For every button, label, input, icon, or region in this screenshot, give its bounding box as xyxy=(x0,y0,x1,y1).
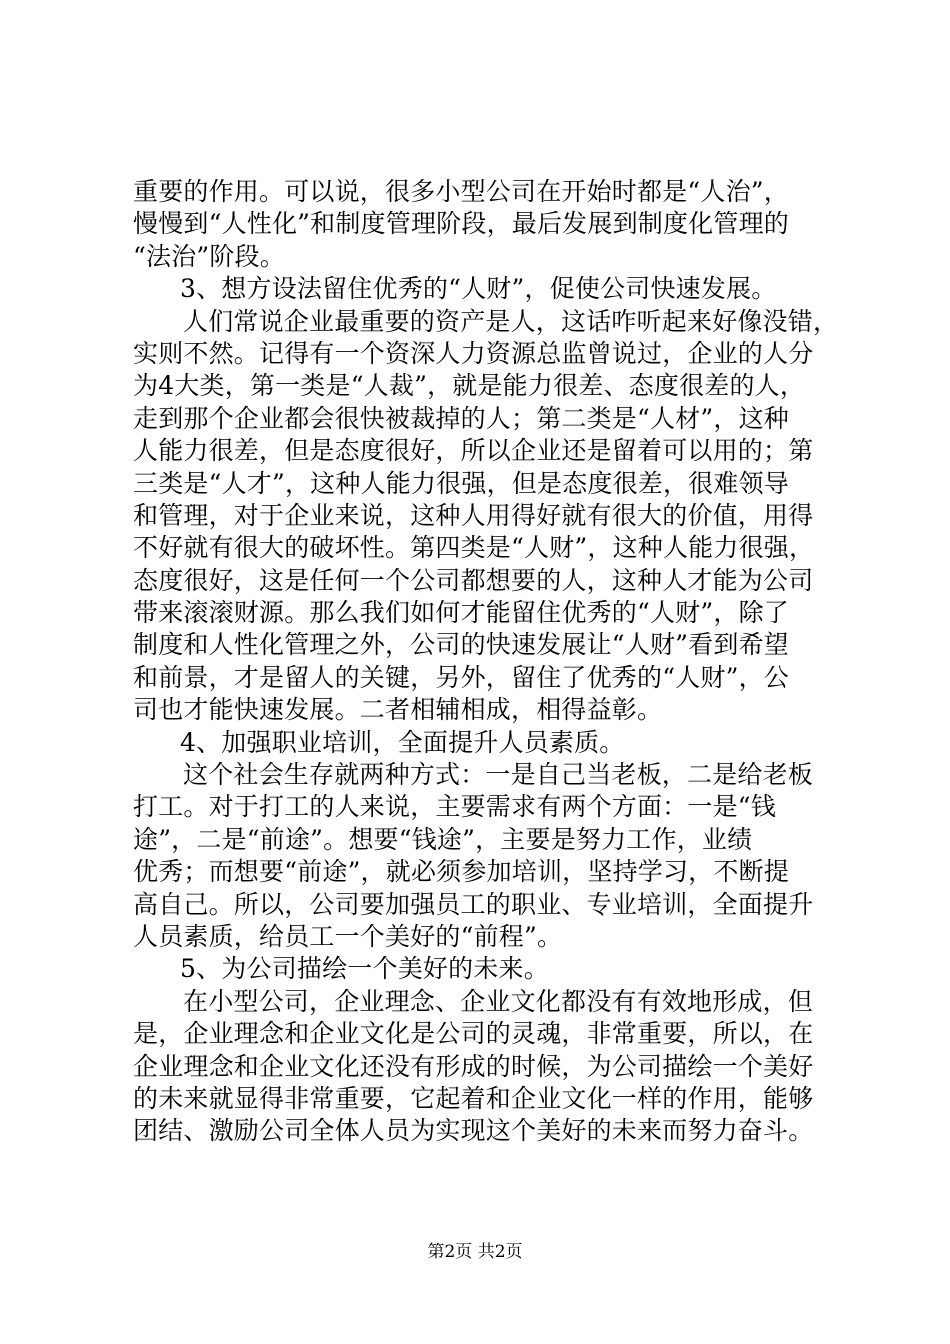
paragraph-line: 人们常说企业最重要的资产是人，这话咋听起来好像没错， xyxy=(183,306,839,336)
paragraph-line: 的未来就显得非常重要，它起着和企业文化一样的作用，能够 xyxy=(133,1083,814,1113)
paragraph-line: “法治”阶段。 xyxy=(133,241,285,271)
paragraph-line: 制度和人性化管理之外，公司的快速发展让“人财”看到希望 xyxy=(133,630,789,660)
section-heading: 4、加强职业培训，全面提升人员素质。 xyxy=(180,727,625,757)
paragraph-line: 司也才能快速发展。二者相辅相成，相得益彰。 xyxy=(133,695,663,725)
paragraph-line: 企业理念和企业文化还没有形成的时候，为公司描绘一个美好 xyxy=(133,1051,814,1081)
paragraph-line: 为4大类，第一类是“人裁”，就是能力很差、态度很差的人， xyxy=(133,371,806,401)
paragraph-line: 在小型公司，企业理念、企业文化都没有有效地形成，但 xyxy=(183,986,814,1016)
paragraph-line: 这个社会生存就两种方式：一是自己当老板，二是给老板 xyxy=(183,760,814,790)
paragraph-line: 带来滚滚财源。那么我们如何才能留住优秀的“人财”，除了 xyxy=(133,598,789,628)
paragraph-line: 高自己。所以，公司要加强员工的职业、专业培训，全面提升 xyxy=(133,889,814,919)
paragraph-line: 慢慢到“人性化”和制度管理阶段，最后发展到制度化管理的 xyxy=(133,209,789,239)
paragraph-line: 走到那个企业都会很快被裁掉的人；第二类是“人材”，这种 xyxy=(133,403,789,433)
paragraph-line: 人员素质，给员工一个美好的“前程”。 xyxy=(133,921,563,951)
page-footer: 第2页 共2页 xyxy=(427,1242,523,1262)
paragraph-line: 途”，二是“前途”。想要“钱途”，主要是努力工作，业绩 xyxy=(133,824,753,854)
section-heading: 5、为公司描绘一个美好的未来。 xyxy=(180,954,549,984)
paragraph-line: 和管理，对于企业来说，这种人用得好就有很大的价值，用得 xyxy=(133,500,814,530)
paragraph-line: 不好就有很大的破坏性。第四类是“人财”，这种人能力很强， xyxy=(133,533,815,563)
paragraph-line: 是，企业理念和企业文化是公司的灵魂，非常重要，所以，在 xyxy=(133,1019,814,1049)
paragraph-line: 三类是“人才”，这种人能力很强，但是态度很差，很难领导 xyxy=(133,468,789,498)
section-heading: 3、想方设法留住优秀的“人财”，促使公司快速发展。 xyxy=(180,274,777,304)
paragraph-line: 重要的作用。可以说，很多小型公司在开始时都是“人治”， xyxy=(133,177,789,206)
paragraph-line: 态度很好，这是任何一个公司都想要的人，这种人才能为公司 xyxy=(133,565,814,595)
paragraph-line: 和前景，才是留人的关键，另外，留住了优秀的“人财”，公 xyxy=(133,662,789,692)
paragraph-line: 实则不然。记得有一个资深人力资源总监曾说过，企业的人分 xyxy=(133,338,814,368)
document-body xyxy=(133,176,839,1148)
paragraph-line: 团结、激励公司全体人员为实现这个美好的未来而努力奋斗。 xyxy=(133,1116,814,1146)
paragraph-line: 人能力很差，但是态度很好，所以企业还是留着可以用的；第 xyxy=(133,436,814,466)
paragraph-line: 优秀；而想要“前途”，就必须参加培训，坚持学习，不断提 xyxy=(133,857,789,887)
paragraph-line: 打工。对于打工的人来说，主要需求有两个方面：一是“钱 xyxy=(133,792,776,822)
